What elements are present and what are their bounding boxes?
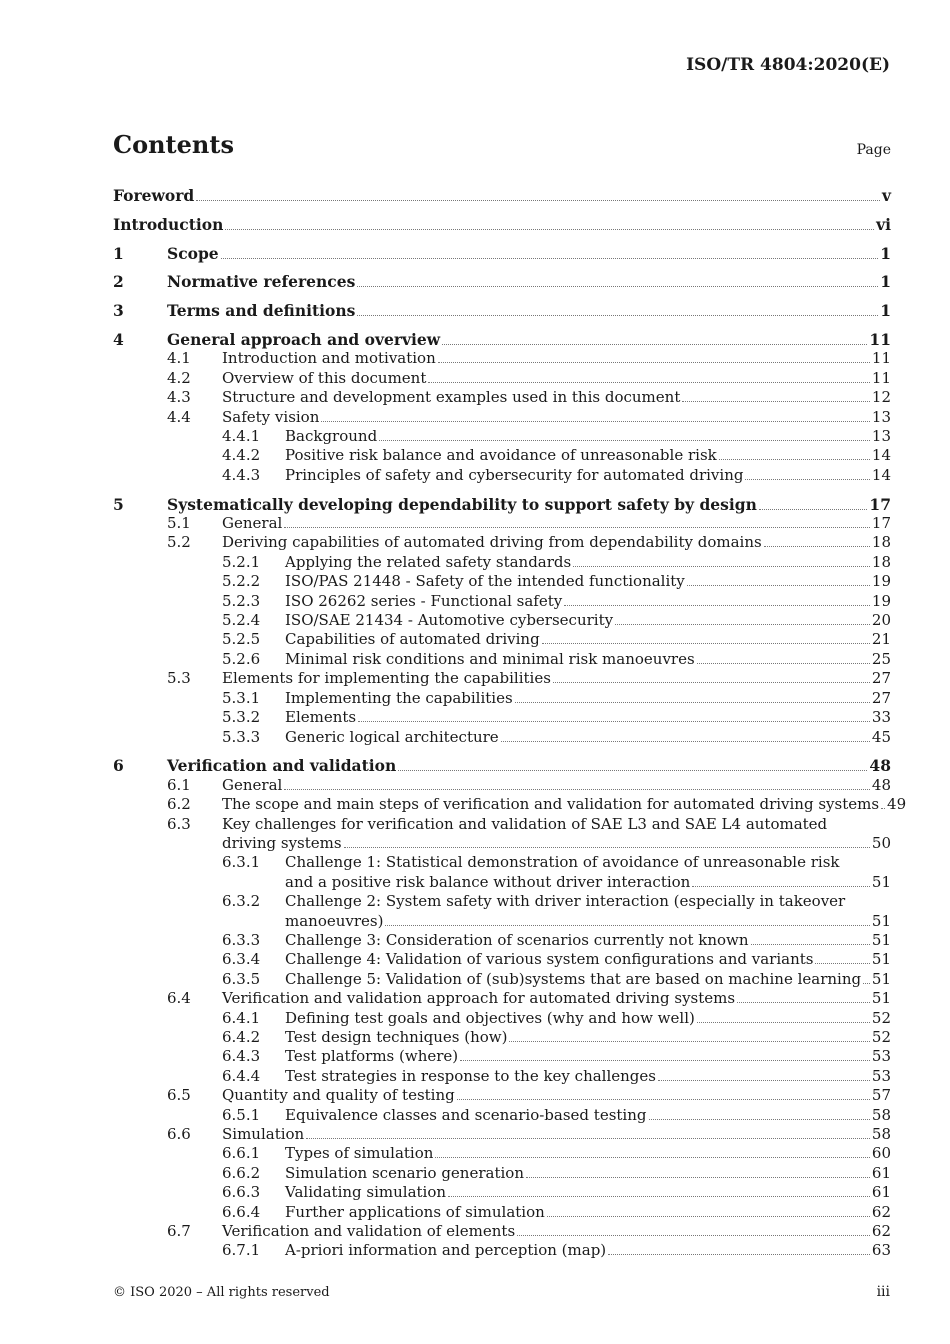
dot-leader xyxy=(358,721,870,722)
page-number: iii xyxy=(876,1284,890,1300)
toc-entry-page: 14 xyxy=(871,465,891,484)
toc-entry[interactable] xyxy=(113,495,891,514)
dot-leader xyxy=(764,546,870,547)
toc-entry-page: 17 xyxy=(871,514,891,533)
toc-entry-title: The scope and main steps of verification and validation for automated driving systems xyxy=(222,795,880,814)
toc-entry-title: General approach and overview xyxy=(167,329,441,349)
dot-leader xyxy=(719,459,870,460)
toc-entry-page: 60 xyxy=(871,1144,891,1163)
toc-entry-page: 51 xyxy=(871,872,891,891)
dot-leader xyxy=(615,624,870,625)
toc-entry[interactable] xyxy=(113,466,891,485)
dot-leader xyxy=(745,479,869,480)
toc-entry-page: 61 xyxy=(871,1183,891,1202)
dot-leader xyxy=(385,925,869,926)
toc-entry[interactable] xyxy=(113,186,891,205)
toc-entry-number: 4.2 xyxy=(167,368,191,387)
toc-entry-page: 58 xyxy=(871,1105,891,1124)
toc-entry[interactable] xyxy=(113,572,891,591)
toc-entry-number: 6.3.3 xyxy=(222,930,261,949)
toc-entry-page: 21 xyxy=(871,630,891,649)
toc-entry[interactable] xyxy=(113,301,891,320)
dot-leader xyxy=(553,682,870,683)
toc-entry[interactable] xyxy=(113,989,891,1008)
toc-entry-number: 6.6.4 xyxy=(222,1202,261,1221)
toc-entry-title: ISO 26262 series - Functional safety xyxy=(285,591,563,610)
toc-entry-page: 50 xyxy=(871,833,891,852)
toc-entry-number: 2 xyxy=(113,272,124,292)
toc-entry-number: 6.4.3 xyxy=(222,1047,261,1066)
toc-entry-number: 4.3 xyxy=(167,388,191,407)
toc-entry[interactable] xyxy=(113,853,891,892)
dot-leader xyxy=(306,1138,870,1139)
toc-entry-title: Further applications of simulation xyxy=(285,1202,545,1221)
page-column-label: Page xyxy=(856,142,891,158)
toc-entry-title: Verification and validation xyxy=(167,756,397,776)
toc-entry-title: Quantity and quality of testing xyxy=(222,1086,455,1105)
toc-entry-title: Implementing the capabilities xyxy=(285,688,513,707)
toc-entry-title: Terms and definitions xyxy=(167,301,356,321)
toc-entry-page: 14 xyxy=(871,446,891,465)
dot-leader xyxy=(737,1002,870,1003)
toc-entry[interactable] xyxy=(113,533,891,552)
toc-entry-number: 6.1 xyxy=(167,775,191,794)
toc-entry-title: Positive risk balance and avoidance of unreasonable risk xyxy=(285,446,717,465)
toc-entry-page: 48 xyxy=(869,756,891,776)
toc-entry-page: 51 xyxy=(871,930,891,949)
dot-leader xyxy=(564,605,870,606)
toc-entry-title: Test platforms (where) xyxy=(285,1047,459,1066)
toc-entry-title: Test design techniques (how) xyxy=(285,1027,508,1046)
toc-entry-page: 11 xyxy=(871,368,891,387)
toc-entry-number: 6.4.4 xyxy=(222,1066,261,1085)
toc-entry-number: 6.6.3 xyxy=(222,1183,261,1202)
dot-leader xyxy=(815,963,869,964)
toc-entry-page: 62 xyxy=(871,1202,891,1221)
toc-entry-page: 63 xyxy=(871,1241,891,1260)
toc-entry[interactable] xyxy=(113,689,891,708)
toc-entry-page: 51 xyxy=(871,950,891,969)
dot-leader xyxy=(649,1119,870,1120)
toc-entry-page: 51 xyxy=(871,911,891,930)
toc-entry-number: 5.3 xyxy=(167,669,191,688)
toc-entry-page: v xyxy=(881,186,891,205)
toc-entry-page: 18 xyxy=(871,552,891,571)
toc-entry[interactable] xyxy=(113,708,891,727)
toc-entry-number: 6.5 xyxy=(167,1086,191,1105)
toc-entry-title-continuation: and a positive risk balance without driver interaction xyxy=(285,872,691,891)
toc-entry-number: 4.4.1 xyxy=(222,427,261,446)
dot-leader xyxy=(692,886,870,887)
toc-entry-number: 6.2 xyxy=(167,795,191,814)
toc-entry-page: 62 xyxy=(871,1222,891,1241)
toc-entry-number: 4.4 xyxy=(167,407,191,426)
toc-entry[interactable] xyxy=(113,1203,891,1222)
toc-entry-number: 5 xyxy=(113,494,124,514)
toc-entry-page: 11 xyxy=(869,329,891,349)
toc-entry-page: 48 xyxy=(871,775,891,794)
toc-entry-title: Challenge 4: Validation of various system configurations and variants xyxy=(285,950,814,969)
toc-entry-title: Challenge 2: System safety with driver interaction (especially in takeover xyxy=(285,892,846,911)
toc-entry-page: 19 xyxy=(871,591,891,610)
toc-entry[interactable] xyxy=(113,892,891,931)
toc-entry-title: Scope xyxy=(167,243,219,263)
dot-leader xyxy=(442,344,867,345)
toc-entry-number: 3 xyxy=(113,301,124,321)
dot-leader xyxy=(221,258,879,259)
toc-entry-page: 20 xyxy=(871,611,891,630)
dot-leader xyxy=(881,808,885,809)
toc-entry[interactable] xyxy=(113,592,891,611)
toc-entry-number: 6.6 xyxy=(167,1125,191,1144)
toc-entry[interactable] xyxy=(113,330,891,349)
dot-leader xyxy=(398,770,867,771)
dot-leader xyxy=(448,1196,870,1197)
toc-entry-title: Validating simulation xyxy=(285,1183,447,1202)
toc-entry-title: Introduction xyxy=(113,214,224,234)
toc-entry-title: Capabilities of automated driving xyxy=(285,630,540,649)
toc-entry-title: ISO/PAS 21448 - Safety of the intended functionality xyxy=(285,572,685,591)
toc-entry[interactable] xyxy=(113,369,891,388)
dot-leader xyxy=(435,1157,869,1158)
toc-entry-page: 57 xyxy=(871,1086,891,1105)
dot-leader xyxy=(751,944,870,945)
toc-entry-title: Structure and development examples used in this document xyxy=(222,388,681,407)
toc-entry-number: 6.3.2 xyxy=(222,892,261,911)
dot-leader xyxy=(687,585,870,586)
toc-entry-number: 4.4.2 xyxy=(222,446,261,465)
toc-entry-number: 6.3 xyxy=(167,814,191,833)
dot-leader xyxy=(225,229,874,230)
dot-leader xyxy=(515,702,870,703)
toc-entry-title: Equivalence classes and scenario-based testing xyxy=(285,1105,647,1124)
toc-entry-number: 5.3.1 xyxy=(222,688,261,707)
contents-heading-row xyxy=(113,130,891,166)
dot-leader xyxy=(196,200,880,201)
toc-entry-number: 4 xyxy=(113,329,124,349)
toc-entry[interactable] xyxy=(113,931,891,950)
toc-entry[interactable] xyxy=(113,1125,891,1144)
dot-leader xyxy=(759,509,868,510)
toc-entry-title: Simulation xyxy=(222,1125,305,1144)
toc-entry[interactable] xyxy=(113,950,891,969)
toc-entry-title: Defining test goals and objectives (why and how well) xyxy=(285,1008,695,1027)
toc-entry-page: 61 xyxy=(871,1163,891,1182)
toc-entry-number: 5.3.2 xyxy=(222,708,261,727)
dot-leader xyxy=(573,566,870,567)
dot-leader xyxy=(438,362,870,363)
toc-entry[interactable] xyxy=(113,756,891,775)
toc-entry-page: 1 xyxy=(880,243,891,263)
toc-entry[interactable] xyxy=(113,1028,891,1047)
toc-entry-number: 4.1 xyxy=(167,349,191,368)
toc-entry-title: Challenge 1: Statistical demonstration of avoidance of unreasonable risk xyxy=(285,853,840,872)
toc-entry-page: 11 xyxy=(871,349,891,368)
toc-entry[interactable] xyxy=(113,630,891,649)
toc-entry-title: Challenge 3: Consideration of scenarios currently not known xyxy=(285,930,749,949)
toc-entry[interactable] xyxy=(113,1164,891,1183)
toc-entry-title: Minimal risk conditions and minimal risk manoeuvres xyxy=(285,649,695,668)
toc-entry[interactable] xyxy=(113,446,891,465)
toc-entry[interactable] xyxy=(113,728,891,747)
toc-entry-number: 5.1 xyxy=(167,514,191,533)
toc-entry-title: A-priori information and perception (map) xyxy=(285,1241,607,1260)
toc-entry-page: 33 xyxy=(871,708,891,727)
toc-entry-page: 53 xyxy=(871,1047,891,1066)
toc-entry-page: 13 xyxy=(871,427,891,446)
dot-leader xyxy=(357,315,878,316)
toc-entry-page: 27 xyxy=(871,688,891,707)
table-of-contents xyxy=(113,186,907,1261)
dot-leader xyxy=(608,1254,870,1255)
toc-entry[interactable] xyxy=(113,815,891,854)
toc-entry-page: 51 xyxy=(871,989,891,1008)
toc-entry-title: General xyxy=(222,514,283,533)
copyright-notice: © ISO 2020 – All rights reserved xyxy=(113,1285,330,1300)
toc-entry-title-continuation: manoeuvres) xyxy=(285,911,384,930)
toc-entry-page: 1 xyxy=(880,301,891,321)
toc-entry-number: 6.6.1 xyxy=(222,1144,261,1163)
toc-entry-page: 1 xyxy=(880,272,891,292)
dot-leader xyxy=(284,789,870,790)
toc-entry[interactable] xyxy=(113,1067,891,1086)
toc-entry[interactable] xyxy=(113,514,891,533)
toc-entry-number: 4.4.3 xyxy=(222,465,261,484)
toc-entry-number: 6.3.5 xyxy=(222,969,261,988)
toc-entry-number: 5.2.5 xyxy=(222,630,261,649)
toc-entry[interactable] xyxy=(113,1047,891,1066)
toc-entry-page: 17 xyxy=(869,494,891,514)
toc-entry-title: Verification and validation of elements xyxy=(222,1222,516,1241)
toc-entry-title: Types of simulation xyxy=(285,1144,434,1163)
toc-entry[interactable] xyxy=(113,427,891,446)
toc-entry[interactable] xyxy=(113,215,891,234)
toc-entry-number: 5.2 xyxy=(167,533,191,552)
dot-leader xyxy=(379,440,870,441)
toc-entry-number: 6.5.1 xyxy=(222,1105,261,1124)
dot-leader xyxy=(284,527,870,528)
toc-entry-number: 6 xyxy=(113,756,124,776)
dot-leader xyxy=(526,1177,870,1178)
toc-entry-number: 5.2.3 xyxy=(222,591,261,610)
toc-entry-number: 1 xyxy=(113,243,124,263)
toc-entry-number: 6.7.1 xyxy=(222,1241,261,1260)
toc-entry-title: Elements xyxy=(285,708,357,727)
toc-entry-page: 49 xyxy=(887,795,907,814)
toc-entry-title: Deriving capabilities of automated driving from dependability domains xyxy=(222,533,762,552)
toc-entry[interactable] xyxy=(113,795,907,814)
dot-leader xyxy=(509,1041,869,1042)
dot-leader xyxy=(517,1235,870,1236)
toc-entry-title: General xyxy=(222,775,283,794)
toc-entry-title: ISO/SAE 21434 - Automotive cybersecurity xyxy=(285,611,614,630)
toc-entry-page: 51 xyxy=(871,969,891,988)
toc-entry[interactable] xyxy=(113,776,891,795)
toc-entry[interactable] xyxy=(113,388,891,407)
toc-entry-title: Simulation scenario generation xyxy=(285,1163,524,1182)
toc-entry-number: 5.3.3 xyxy=(222,727,261,746)
toc-entry-page: 58 xyxy=(871,1125,891,1144)
toc-entry[interactable] xyxy=(113,1222,891,1241)
toc-entry-page: 45 xyxy=(871,727,891,746)
toc-entry-number: 6.7 xyxy=(167,1222,191,1241)
toc-entry-title: Applying the related safety standards xyxy=(285,552,572,571)
dot-leader xyxy=(501,741,870,742)
toc-entry-number: 5.2.4 xyxy=(222,611,261,630)
toc-entry-number: 6.4.2 xyxy=(222,1027,261,1046)
toc-entry-page: 52 xyxy=(871,1027,891,1046)
toc-entry-page: 25 xyxy=(871,649,891,668)
dot-leader xyxy=(457,1099,870,1100)
toc-entry-title: Generic logical architecture xyxy=(285,727,499,746)
toc-entry-title: Systematically developing dependability to support safety by design xyxy=(167,494,757,514)
toc-entry[interactable] xyxy=(113,650,891,669)
toc-entry-number: 6.4 xyxy=(167,989,191,1008)
toc-entry[interactable] xyxy=(113,669,891,688)
toc-entry-page: 27 xyxy=(871,669,891,688)
toc-entry-title: Overview of this document xyxy=(222,368,427,387)
toc-entry-title: Foreword xyxy=(113,186,195,205)
toc-entry[interactable] xyxy=(113,244,891,263)
toc-entry-number: 6.4.1 xyxy=(222,1008,261,1027)
toc-entry-page: 52 xyxy=(871,1008,891,1027)
toc-entry-number: 5.2.6 xyxy=(222,649,261,668)
toc-entry-number: 6.3.1 xyxy=(222,853,261,872)
dot-leader xyxy=(863,983,870,984)
toc-entry-title: Background xyxy=(285,427,378,446)
toc-entry-title: Principles of safety and cybersecurity for automated driving xyxy=(285,465,744,484)
dot-leader xyxy=(460,1060,870,1061)
toc-entry[interactable] xyxy=(113,553,891,572)
toc-entry-title: Normative references xyxy=(167,272,356,292)
document-id: ISO/TR 4804:2020(E) xyxy=(686,55,890,75)
dot-leader xyxy=(682,401,870,402)
toc-entry[interactable] xyxy=(113,1106,891,1125)
toc-entry-page: 53 xyxy=(871,1066,891,1085)
toc-entry-title: Test strategies in response to the key challenges xyxy=(285,1066,656,1085)
dot-leader xyxy=(344,847,870,848)
toc-entry-title: Safety vision xyxy=(222,407,320,426)
dot-leader xyxy=(428,382,870,383)
toc-entry-title-continuation: driving systems xyxy=(222,833,342,852)
toc-entry-page: 18 xyxy=(871,533,891,552)
toc-entry[interactable] xyxy=(113,970,891,989)
toc-entry[interactable] xyxy=(113,1009,891,1028)
dot-leader xyxy=(357,286,878,287)
dot-leader xyxy=(542,643,870,644)
page-title: Contents xyxy=(113,130,234,159)
toc-entry-number: 6.6.2 xyxy=(222,1163,261,1182)
toc-entry[interactable] xyxy=(113,272,891,291)
dot-leader xyxy=(697,663,870,664)
toc-entry-title: Verification and validation approach for automated driving systems xyxy=(222,989,736,1008)
dot-leader xyxy=(321,421,870,422)
toc-entry-page: vi xyxy=(876,214,891,234)
toc-entry[interactable] xyxy=(113,611,891,630)
toc-entry[interactable] xyxy=(113,1086,891,1105)
toc-entry-page: 13 xyxy=(871,407,891,426)
toc-entry-title: Introduction and motivation xyxy=(222,349,436,368)
toc-entry-title: Elements for implementing the capabilities xyxy=(222,669,551,688)
toc-entry-title: Key challenges for verification and validation of SAE L3 and SAE L4 automated xyxy=(222,814,828,833)
toc-entry[interactable] xyxy=(113,1183,891,1202)
toc-entry-title: Challenge 5: Validation of (sub)systems that are based on machine learning xyxy=(285,969,862,988)
toc-entry-number: 6.3.4 xyxy=(222,950,261,969)
dot-leader xyxy=(658,1080,870,1081)
toc-entry[interactable] xyxy=(113,1144,891,1163)
toc-entry-number: 5.2.1 xyxy=(222,552,261,571)
toc-entry[interactable] xyxy=(113,349,891,368)
dot-leader xyxy=(697,1022,870,1023)
toc-entry[interactable] xyxy=(113,1241,891,1260)
toc-entry-number: 5.2.2 xyxy=(222,572,261,591)
toc-entry-page: 19 xyxy=(871,572,891,591)
toc-entry[interactable] xyxy=(113,408,891,427)
dot-leader xyxy=(547,1216,870,1217)
toc-entry-page: 12 xyxy=(871,388,891,407)
